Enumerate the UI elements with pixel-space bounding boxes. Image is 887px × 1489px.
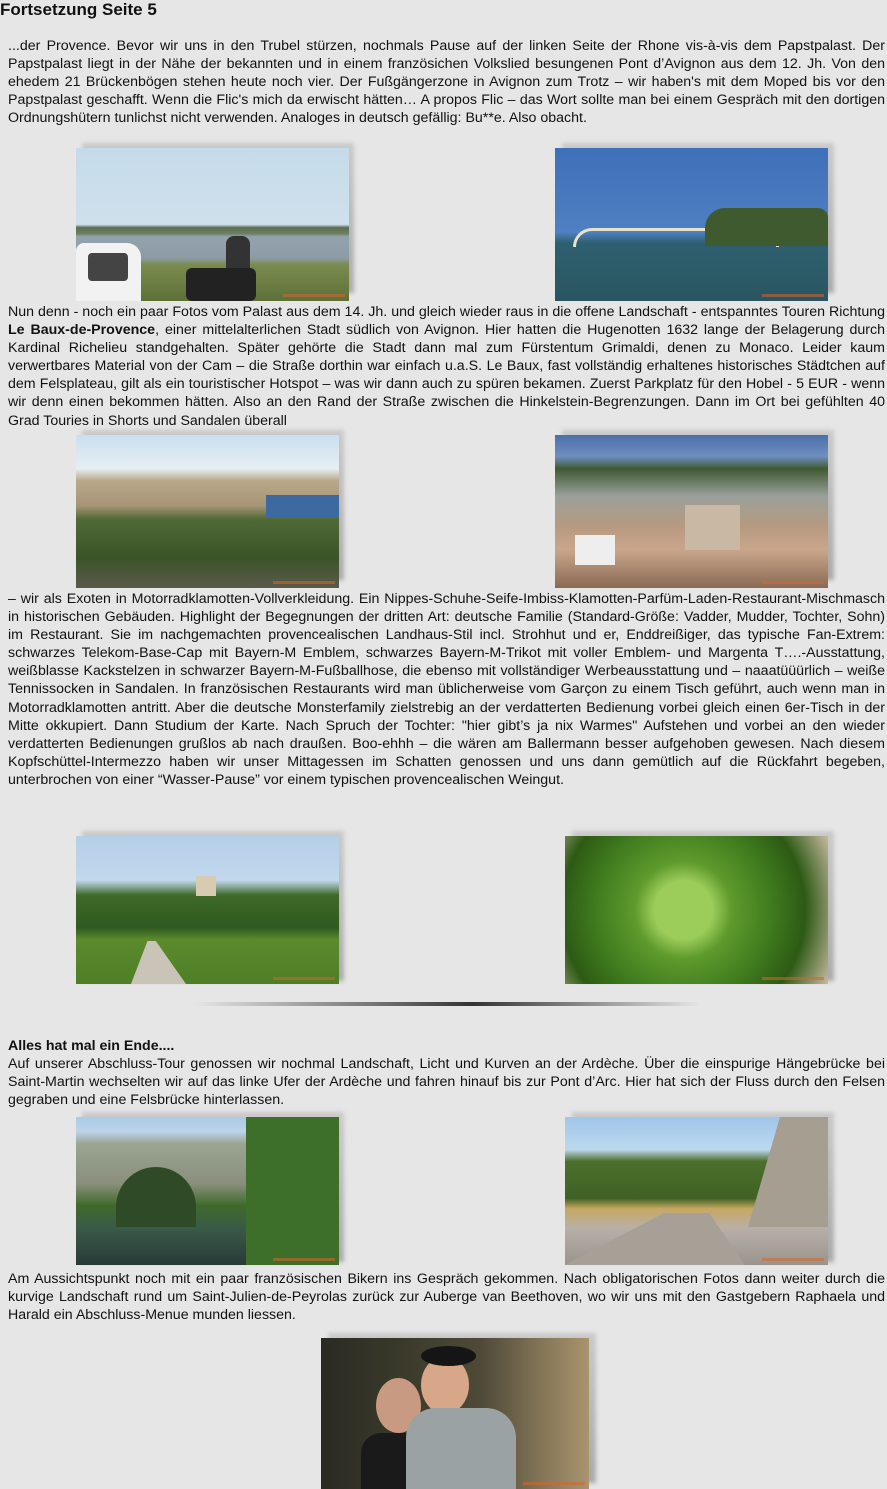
paragraph-avignon: ...der Provence. Bevor wir uns in den Trubel stürzen, nochmals Pause auf der linken Seite der Rhone vis-à-vis dem Papstpalast. Der Papstpalast liegt in der Nähe der bekannten und in einem französichen Volkslied besungenen Pont d’Avignon aus dem 12. Jh. Von den ehedem 21 Brückenbögen stehen heute noch vier. Der Fußgängerzone in Avignon zum Trotz – wir haben's mit dem Moped bis vor den Papstpalast geschafft. Wenn die Flic's mich da erwischt hätten… A propos Flic – das Wort sollte man bei einem Gespräch mit den dortigen Ordnungshütern tunlichst nicht verwenden. Analoges in deutsch gefällig: Bu**e. Also obacht. [8, 38, 885, 127]
photo-hosts [321, 1338, 589, 1489]
photo-pont-avignon [555, 148, 828, 301]
photo-vineyard-road [76, 836, 339, 984]
photo-pont-darc [76, 1117, 339, 1265]
page-heading: Fortsetzung Seite 5 [0, 0, 157, 19]
paragraph-final: Am Aussichtspunkt noch mit ein paar französischen Bikern ins Gespräch gekommen. Nach obligatorischen Fotos dann weiter durch die kurvige Landschaft rund um Saint-Julien-de-Peyrolas zurück zur Auberge van Beethoven, wo wir uns mit den Gastgebern Raphaela und Harald ein Abschluss-Menue munden liessen. [8, 1271, 885, 1324]
section-divider [195, 1002, 700, 1006]
photo-curvy-road [565, 1117, 828, 1265]
paragraph-ardeche: Alles hat mal ein Ende.... Auf unserer Abschluss-Tour genossen wir nochmal Landschaft, Licht und Kurven an der Ardèche. Über die einspurige Hängebrücke bei Saint-Martin wechselten wir auf das linke Ufer der Ardèche und fahren hinauf bis zur Pont d’Arc. Hier hat sich der Fluss durch den Felsen gegraben und eine Felsbrücke hinterlassen. [8, 1038, 885, 1109]
photo-les-baux-cliffs [76, 435, 339, 588]
paragraph-restaurant-story: – wir als Exoten in Motorradklamotten-Vollverkleidung. Ein Nippes-Schuhe-Seife-Imbiss-Klamotten-Parfüm-Laden-Restaurant-Mischmasch in historischen Gebäuden. Highlight der Begegnungen der dritten Art: deutsche Familie (Standard-Größe: Vadder, Mudder, Tochter, Sohn) im Restaurant. Sie im nachgemachten provencealischen Landhaus-Stil incl. Strohhut und er, Enddreißiger, das typische Fan-Extrem: schwarzes Telekom-Base-Cap mit Bayern-M Emblem, schwarzes Bayern-M-Trikot mit voller Emblem- und Margenta T….-Ausstattung, weißblasse Kackstelzen in schwarzer Bayern-M-Fußballhose, die ebenso mit vollständiger Werbeausstattung und – naaatüüürlich – weiße Tennissocken in Sandalen. In französischen Restaurants wird man üblicherweise vom Garçon zu einem Tisch geführt, auch wenn man in Motorradklamotten antritt. Aber die deutsche Monsterfamily zielstrebig an der verdatterten Bedienung vorbei gleich einen 6er-Tisch in der Mitte okkupiert. Dann Studium der Karte. Nach Spruch der Tochter: "hier gibt’s ja nix Warmes" Aufstehen und vorbei an den wieder verdatterten Bedienungen grußlos ab nach draußen. Boo-ehhh – die wären am Ballermann besser aufgehoben gewesen. Nach diesem Kopfschüttel-Intermezzo haben wir unser Mittagessen im Schatten genossen und uns dann gemütlich auf die Rückfahrt begeben, unterbrochen von einer “Wasser-Pause” vor einem typischen provencealischen Weingut. [8, 591, 885, 788]
paragraph-les-baux: Nun denn - noch ein paar Fotos vom Palast aus dem 14. Jh. und gleich wieder raus in die offene Landschaft - entspanntes Touren Richtung Le Baux-de-Provence, einer mittelalterlichen Stadt südlich von Avignon. Hier hatten die Hugenotten 1632 lange der Belagerung durch Kardinal Richelieu standgehalten. Später gehörte die Stadt dann mal zum Fürstentum Grimaldi, denen zu Monaco. Leider kaum verwertbares Material von der Cam – die Straße dorthin war einfach u.a.S. Le Baux, fast vollständig erhaltenes historisches Städtchen auf dem Felsplateau, gilt als ein touristischer Hotspot – was wir dann auch zu spüren bekamen. Zuerst Parkplatz für den Hobel - 5 EUR - wenn wir denn einen bekommen hätten. Also an den Rand der Straße zwischen die Hinkelstein-Begrenzungen. Dann im Ort bei gefühlten 40 Grad Touries in Shorts und Sandalen überall [8, 304, 885, 429]
place-name-les-baux: Le Baux-de-Provence [8, 322, 156, 339]
photo-papstpalast-rhone [76, 148, 349, 301]
section-title-ende: Alles hat mal ein Ende.... [8, 1038, 175, 1054]
photo-grapes [565, 836, 828, 984]
photo-les-baux-village [555, 435, 828, 588]
